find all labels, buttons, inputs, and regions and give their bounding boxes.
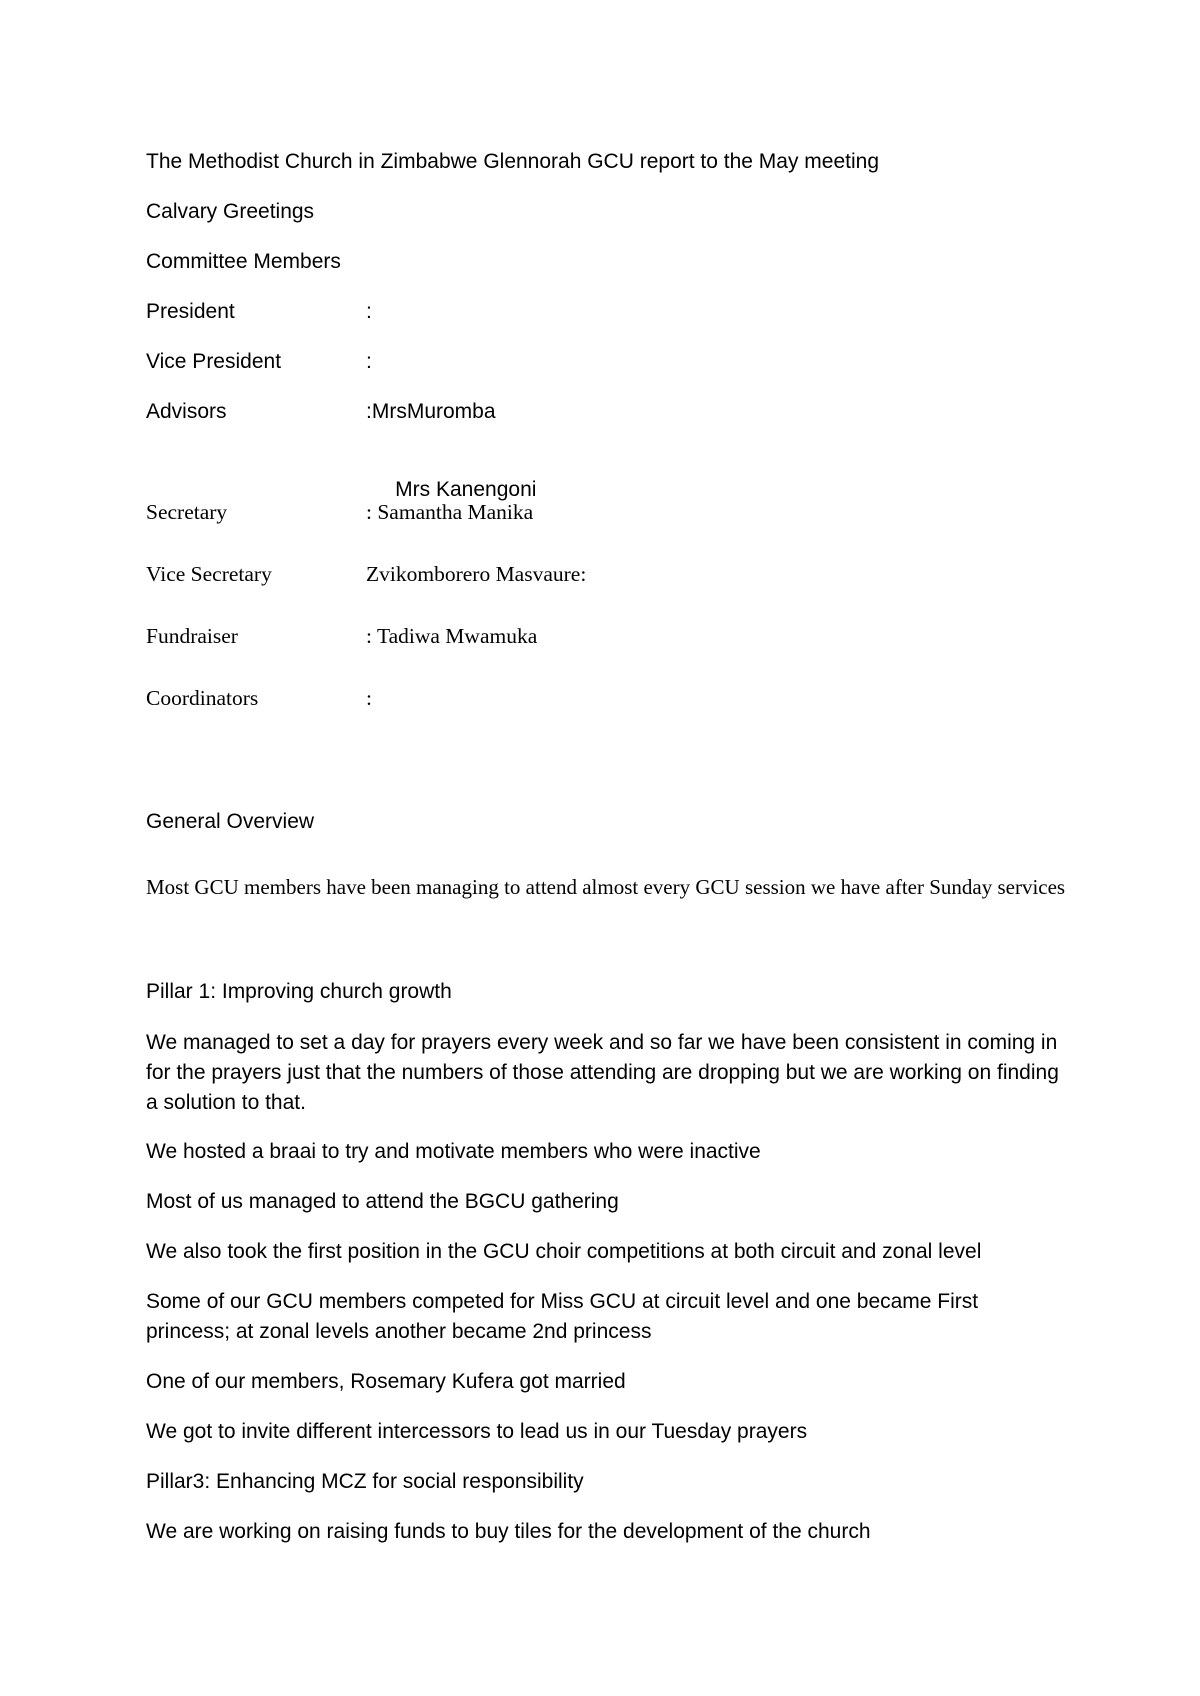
committee-value: Zvikomborero Masvaure: — [366, 562, 587, 586]
committee-role: Coordinators — [146, 686, 259, 710]
pillar1-item: We got to invite different intercessors to lead us in our Tuesday prayers — [146, 1420, 808, 1443]
committee-row-coordinators — [146, 684, 372, 712]
committee-role: Secretary — [146, 500, 228, 524]
committee-value: :MrsMuromba — [366, 400, 496, 423]
pillar1-heading: Pillar 1: Improving church growth — [146, 980, 452, 1003]
committee-row-president — [146, 298, 372, 326]
pillar1-item: We also took the first position in the GCU choir competitions at both circuit and zonal level — [146, 1240, 982, 1263]
committee-heading: Committee Members — [146, 250, 341, 273]
committee-value: : — [366, 300, 372, 323]
committee-value: Mrs Kanengoni — [389, 478, 537, 501]
committee-row-secretary — [146, 498, 533, 526]
pillar3-heading: Pillar3: Enhancing MCZ for social responsibility — [146, 1470, 584, 1493]
committee-role: Fundraiser — [146, 624, 238, 648]
committee-row-vice-president — [146, 348, 372, 376]
pillar1-item: One of our members, Rosemary Kufera got married — [146, 1370, 626, 1393]
pillar3-item: We are working on raising funds to buy tiles for the development of the church — [146, 1520, 871, 1543]
greeting: Calvary Greetings — [146, 200, 315, 223]
committee-row-fundraiser — [146, 622, 537, 650]
committee-role: President — [146, 300, 235, 323]
committee-row-advisors — [146, 398, 496, 426]
committee-role: Vice President — [146, 350, 282, 373]
committee-role: Vice Secretary — [146, 562, 272, 586]
pillar1-item: We managed to set a day for prayers every week and so far we have been consistent in coming in for the prayers just that the numbers of those attending are dropping but we are working on finding a solution to that. — [146, 1031, 1059, 1114]
document-title: The Methodist Church in Zimbabwe Glennorah GCU report to the May meeting — [146, 150, 880, 173]
pillar1-item: Most of us managed to attend the BGCU gathering — [146, 1190, 619, 1213]
committee-value: : Samantha Manika — [366, 500, 534, 524]
committee-value: : — [366, 350, 372, 373]
pillar1-item: We hosted a braai to try and motivate members who were inactive — [146, 1140, 761, 1163]
pillar1-item: Some of our GCU members competed for Miss GCU at circuit level and one became First princess; at zonal levels another became 2nd princess — [146, 1290, 979, 1343]
committee-value: : — [366, 686, 372, 710]
committee-row-vice-secretary — [146, 560, 586, 588]
committee-value: : Tadiwa Mwamuka — [366, 624, 538, 648]
overview-heading: General Overview — [146, 810, 315, 833]
overview-text: Most GCU members have been managing to attend almost every GCU session we have after Sunday services — [146, 875, 1066, 899]
committee-role: Advisors — [146, 400, 227, 423]
